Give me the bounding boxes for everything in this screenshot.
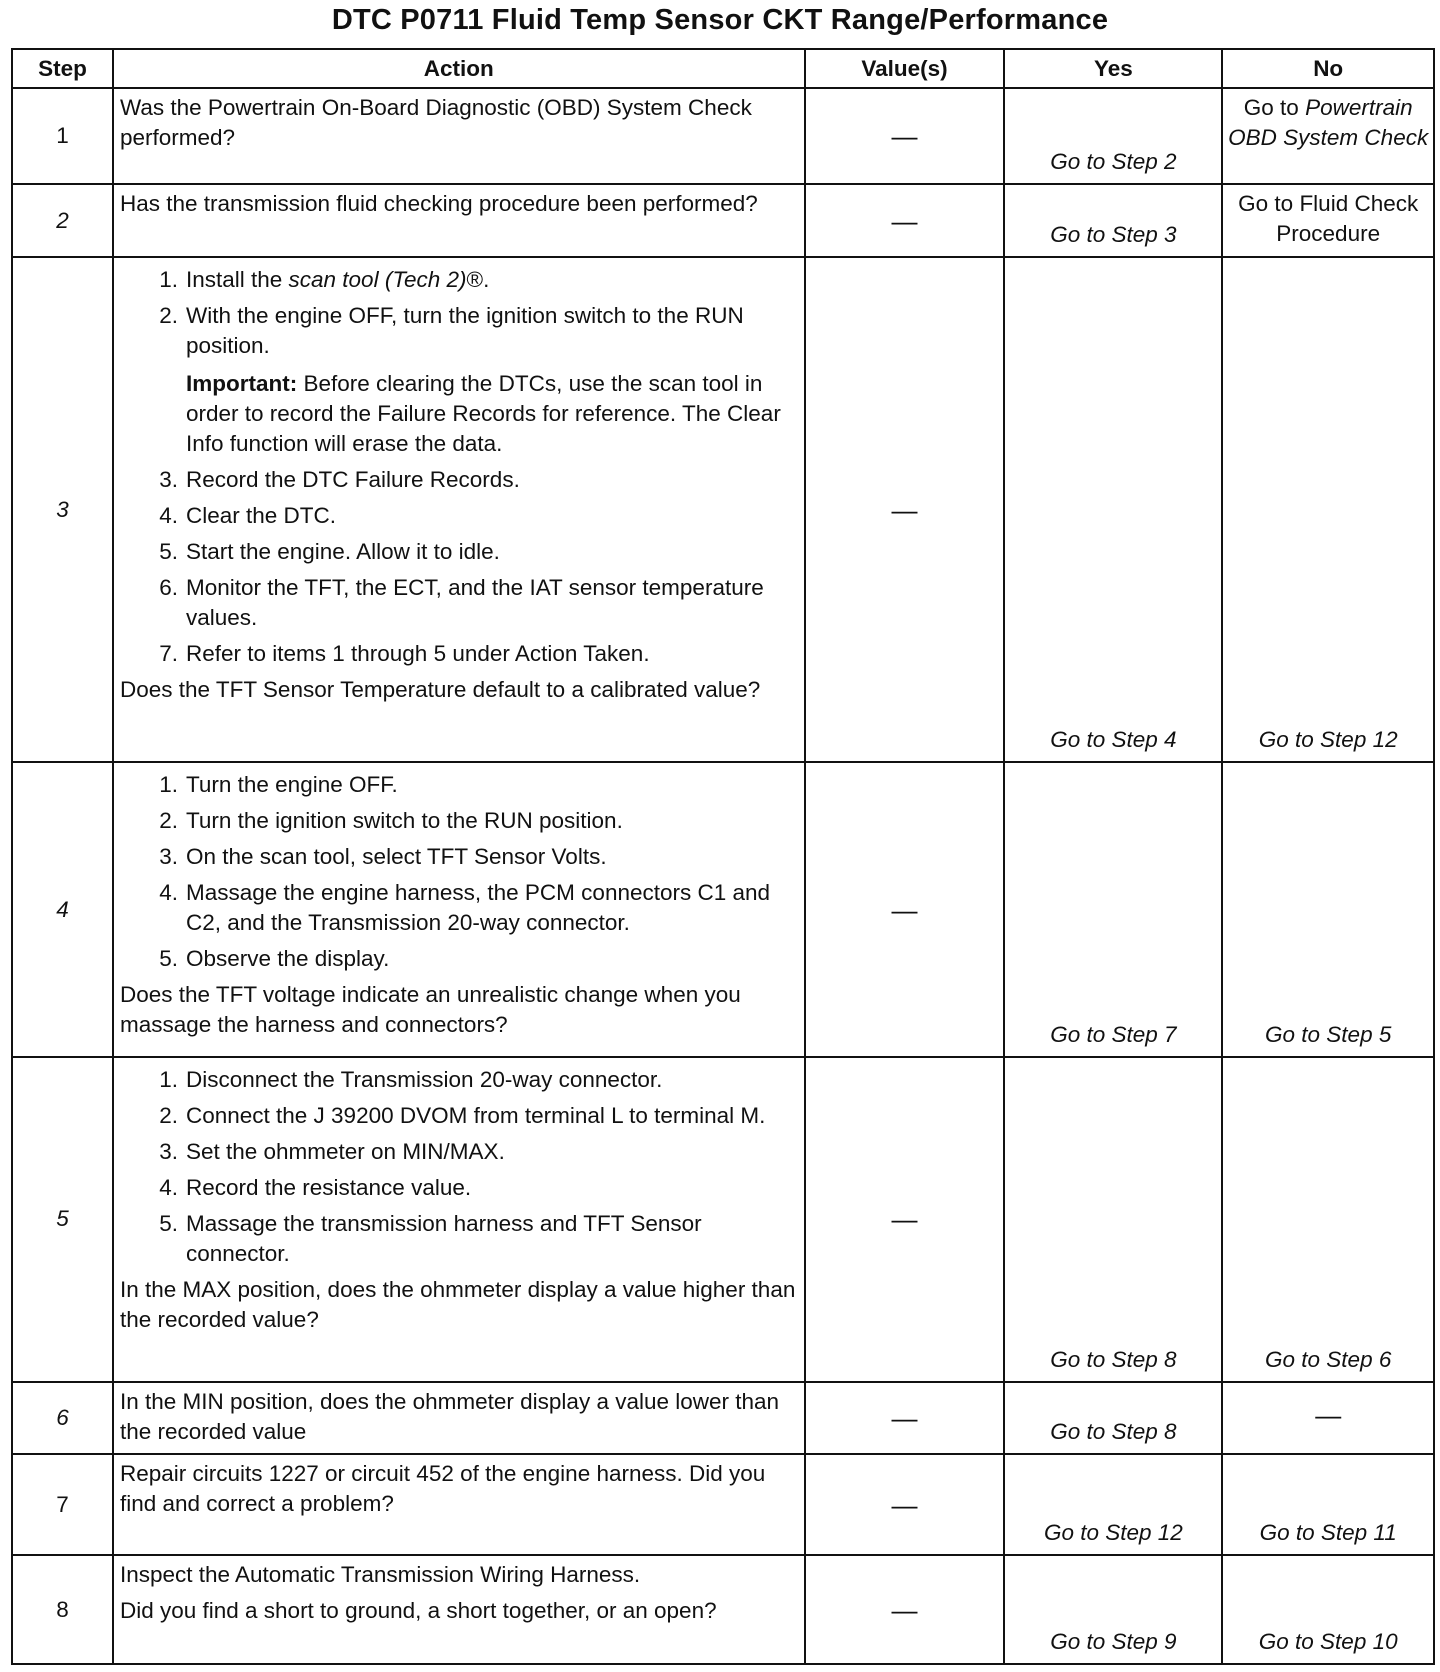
value-cell: — [805,1382,1005,1454]
step-number: 4 [12,762,113,1056]
yes-cell: Go to Step 2 [1004,88,1222,184]
item-text: Disconnect the Transmission 20-way connector. [185,1066,663,1092]
yes-cell: Go to Step 7 [1004,762,1222,1056]
item-number: 2. [159,1102,178,1128]
action-cell [113,1057,805,1382]
action-cell [113,88,805,184]
action-question: Was the Powertrain On-Board Diagnostic (OBD) System Check performed? [119,95,752,150]
value-cell: — [805,1454,1005,1556]
action-steps [120,1065,798,1269]
item-number: 3. [159,844,178,870]
item-number: 5. [159,538,178,564]
item-text: Massage the engine harness, the PCM connectors C1 and C2, and the Transmission 20-way connector. [185,880,771,936]
list-item [120,944,798,974]
action-question: Repair circuits 1227 or circuit 452 of the engine harness. Did you find and correct a problem? [119,1460,766,1516]
item-number: 7. [159,640,178,666]
step-number: 6 [12,1382,113,1454]
list-item [120,770,798,800]
list-item [120,1209,798,1269]
action-cell [113,184,805,256]
action-question: Does the TFT voltage indicate an unrealistic change when you massage the harness and connectors? [119,982,741,1038]
item-text: Massage the transmission harness and TFT Sensor connector. [185,1210,702,1266]
list-item [120,573,798,633]
important-label: Important: [185,370,298,396]
action-steps [120,465,798,669]
item-text: On the scan tool, select TFT Sensor Volts. [185,844,607,870]
step-number: 5 [12,1057,113,1382]
value-cell: — [805,257,1005,763]
item-emphasis: scan tool (Tech 2) [288,266,467,292]
item-number: 4. [159,502,178,528]
item-text: Set the ohmmeter on MIN/MAX. [185,1138,505,1164]
no-cell: Go to Step 11 [1222,1454,1434,1556]
table-row [12,1454,1434,1556]
no-cell: — [1222,1382,1434,1454]
item-text: Clear the DTC. [185,502,336,528]
action-cell [113,1555,805,1664]
step-number: 1 [12,88,113,184]
action-cell [113,1382,805,1454]
yes-cell: Go to Step 9 [1004,1555,1222,1664]
yes-cell: Go to Step 12 [1004,1454,1222,1556]
item-number: 5. [159,946,178,972]
item-number: 1. [159,772,178,798]
item-text: Record the resistance value. [185,1174,472,1200]
header-values: Value(s) [805,49,1005,88]
page-title: DTC P0711 Fluid Temp Sensor CKT Range/Performance [331,4,1109,36]
list-item [120,465,798,495]
list-item [120,1173,798,1203]
list-item [120,1137,798,1167]
action-question: In the MIN position, does the ohmmeter display a value lower than the recorded value [119,1388,780,1444]
table-row [12,1057,1434,1382]
action-cell [113,762,805,1056]
list-item [120,537,798,567]
item-number: 6. [159,574,178,600]
list-item [120,842,798,872]
no-cell: Go to Step 5 [1222,762,1434,1056]
item-number: 3. [159,466,178,492]
step-number: 7 [12,1454,113,1556]
action-steps [120,265,798,361]
table-row [12,257,1434,763]
item-text: Refer to items 1 through 5 under Action Taken. [185,640,650,666]
header-no: No [1222,49,1434,88]
action-question: Has the transmission fluid checking procedure been performed? [119,191,758,217]
value-cell: — [805,1057,1005,1382]
no-prefix: Go to [1243,95,1306,120]
item-text: Install the [185,266,289,292]
action-cell [113,257,805,763]
list-item [120,301,798,361]
header-row [12,49,1434,88]
item-number: 2. [159,808,178,834]
item-number: 5. [159,1210,178,1236]
item-text: Monitor the TFT, the ECT, and the IAT sensor temperature values. [185,574,764,630]
list-item [120,639,798,669]
value-cell: — [805,1555,1005,1664]
item-text: Start the engine. Allow it to idle. [185,538,500,564]
list-item [120,265,798,295]
important-text: Before clearing the DTCs, use the scan tool in order to record the Failure Records for reference. The Clear Info function will erase the data. [185,370,781,456]
item-text: Record the DTC Failure Records. [185,466,520,492]
step-number: 2 [12,184,113,256]
item-text: With the engine OFF, turn the ignition switch to the RUN position. [185,302,744,358]
item-number: 4. [159,880,178,906]
item-text: Turn the ignition switch to the RUN position. [185,808,623,834]
table-row [12,1382,1434,1454]
step-number: 3 [12,257,113,763]
value-cell: — [805,762,1005,1056]
item-number: 1. [159,1066,178,1092]
item-number: 3. [159,1138,178,1164]
no-cell [1222,88,1434,184]
yes-cell: Go to Step 8 [1004,1382,1222,1454]
no-link: Powertrain OBD System Check [1228,95,1429,150]
table-row [12,762,1434,1056]
step-number: 8 [12,1555,113,1664]
no-cell: Go to Step 12 [1222,257,1434,763]
yes-cell: Go to Step 3 [1004,184,1222,256]
list-item [120,878,798,938]
header-action: Action [113,49,805,88]
no-cell: Go to Step 10 [1222,1555,1434,1664]
action-steps [120,770,798,974]
action-question: Does the TFT Sensor Temperature default to a calibrated value? [119,676,761,702]
no-cell: Go to Step 6 [1222,1057,1434,1382]
action-instruction: Inspect the Automatic Transmission Wiring Harness. [119,1562,641,1588]
value-cell: — [805,184,1005,256]
action-question: Did you find a short to ground, a short together, or an open? [119,1598,717,1624]
diagnostic-table [11,48,1435,1665]
item-text: Turn the engine OFF. [185,772,398,798]
yes-cell: Go to Step 4 [1004,257,1222,763]
item-number: 4. [159,1174,178,1200]
list-item [120,501,798,531]
important-note [120,369,798,459]
list-item [120,1101,798,1131]
item-text: ®. [466,266,490,292]
item-number: 1. [159,266,178,292]
table-row [12,1555,1434,1664]
list-item [120,1065,798,1095]
yes-cell: Go to Step 8 [1004,1057,1222,1382]
list-item [120,806,798,836]
value-cell: — [805,88,1005,184]
no-cell: Go to Fluid Check Procedure [1222,184,1434,256]
item-text: Observe the display. [185,946,390,972]
action-cell [113,1454,805,1556]
table-row [12,88,1434,184]
item-text: Connect the J 39200 DVOM from terminal L to terminal M. [185,1102,766,1128]
header-yes: Yes [1004,49,1222,88]
table-row [12,184,1434,256]
header-step: Step [12,49,113,88]
action-question: In the MAX position, does the ohmmeter display a value higher than the recorded value? [119,1276,796,1332]
item-number: 2. [159,302,178,328]
